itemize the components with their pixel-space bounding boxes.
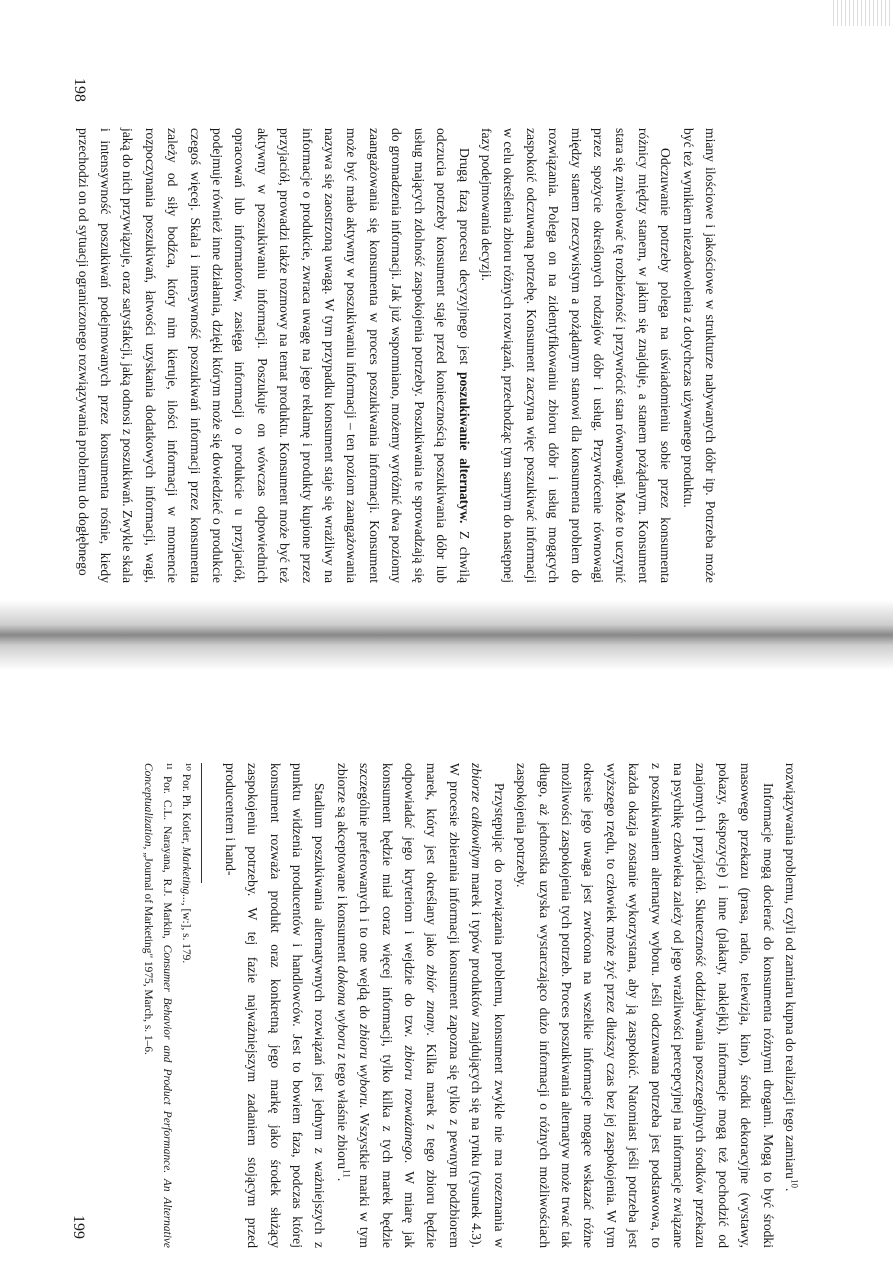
text-run: . W miarę jak konsument będzie miał coraz więcej informacji, tylko kilka z tych marek będzie szczególnie preferowanych i to one wejdą do <box>357 763 418 1248</box>
paragraph <box>779 763 801 1248</box>
text-run: . Kilka marek z tego zbioru będzie odpowiadać jego kryteriom i wejdzie do tzw. <box>402 763 440 1248</box>
text-run: z tego właśnie zbioru <box>334 1049 350 1170</box>
text-run: , „Journal of Marketing" 1975, March, s. 1–6. <box>142 846 155 1055</box>
text-run: rozwiązywania problemu, czyli od zamiaru kupna do realizacji tego zamiaru <box>783 763 798 1179</box>
text-run: ¹¹ Por. C.L. Narayana, R.J. Markin, <box>161 763 174 945</box>
italic-term: zbiorze całkowitym <box>469 763 485 869</box>
paragraph <box>330 763 509 1248</box>
footnote-divider <box>201 763 202 883</box>
right-page <box>0 655 893 1263</box>
page-number-left: 198 <box>71 78 88 102</box>
footnote-ref: 10 <box>789 1178 800 1188</box>
text-run: Przystępując do rozwiązania problemu, konsument zwykle nie ma rozeznania w <box>491 783 507 1248</box>
italic-term: zbiór znany <box>424 964 440 1033</box>
italic-term: zbioru wyboru <box>357 1024 373 1105</box>
text-run: ¹⁰ Por. Ph. Kotler, <box>180 763 193 847</box>
italic-title: Marketing... <box>180 846 193 903</box>
text-run: , [w:], s. 179. <box>180 902 193 964</box>
left-page <box>0 0 893 615</box>
right-page-text <box>138 763 801 1248</box>
footnote <box>176 763 195 1248</box>
paragraph: Odczuwanie potrzeby polega na uświadomieniu sobie przez konsumenta różnicy między stanem, w jakim się znajduje, a stanem pożądanym. Konsument stara się zniwelować tę rozbieżność i przywrócić stan równowagi. Może to uczynić przez spożycie określonych rodzajów dóbr i usług. Przywrócenie równowagi między stanem rzeczywistym a pożądanym stanowi dla konsumenta problem do rozwiązania. Polega on na zidentyfikowaniu zbioru dóbr i usług mogących zaspokoić odczuwaną potrzebę. Konsument zaczyna więc poszukiwać informacji w celu określenia zbioru różnych rozwiązań, przechodząc tym samym do następnej fazy podejmowania decyzji. <box>478 128 674 583</box>
page-number-right: 199 <box>70 1215 87 1239</box>
italic-term: dokona wyboru <box>334 965 350 1050</box>
text-run: Drugą fazą procesu decyzyjnego jest <box>456 148 472 373</box>
paragraph <box>71 128 474 583</box>
text-run: . Wszystkie marki w tym zbiorze są akceptowane i konsument <box>334 763 373 1248</box>
paragraph: miany ilościowe i jakościowe w strukturze nabywanych dóbr itp. Potrzeba może być też wynikiem niezadowolenia z dotychczas używanego produktu. <box>680 128 718 583</box>
text-run: marek i typów produktów znajdujących się na rynku (rysunek 4.3). W procesie zbierania informacji konsument zapozna się tylko z pewnym podzbiorem marek, który jest określany jako <box>424 763 485 1248</box>
italic-title: Consumer Behavior and Product Performance. An Alternative Conceptualization <box>142 763 174 1248</box>
text-run: Z chwilą odczucia potrzeby konsument staje przed koniecznością poszukiwania dóbr lub usług mających zdolność zaspokojenia potrzeby. Poszukiwania te sprowadzają się do gromadzenia informacji. Jak już wspomniano, możemy wyróżnić dwa poziomy zaangażowania się konsumenta w proces poszukiwania informacji. Konsument może być mało aktywny w poszukiwaniu informacji – ten poziom zaangażowania nazywa się zaostrzoną uwagą. W tym przypadku konsument staje się wrażliwy na informacje o produkcie, zwraca uwagę na jego reklamę i produkty kupione przez przyjaciół, prowadzi także rozmowy na temat produktu. Konsument może być też aktywny w poszukiwaniu informacji. Poszukuje on wówczas odpowiednich opracowań lub informatorów, zasięga informacji o produkcie u przyjaciół, podejmuje również inne działania, dzięki którym może się dowiedzieć o produkcie czegoś więcej. Skala i intensywność poszukiwań informacji przez konsumenta zależy od siły bodźca, który nim kieruje, ilości informacji w momencie rozpoczynania poszukiwań, łatwości uzyskania dodatkowych informacji, wagi, jaką do nich przywiązuje, oraz satysfakcji, jaką odnosi z poszukiwań. Zwykle skala i intensywność poszukiwań podejmowanych przez konsumenta rośnie, kiedy przechodzi on od sytuacji ograniczonego rozwiązywania problemu do dogłębnego <box>75 128 472 584</box>
paragraph: Informacje mogą docierać do konsumenta różnymi drogami. Mogą to być środki masowego przekazu (prasa, radio, telewizja, kino), środki dekoracyjne (wystawy, pokazy, ekspozycje) i inne (plakaty, naklejki), informacje mogą też pochodzić od znajomych i przyjaciół. Skuteczność oddziaływania poszczególnych środków przekazu na psychikę człowieka zależy od jego wrażliwości percepcyjnej na informacje związane z poszukiwaniem alternatyw wyboru. Jeśli odczuwana potrzeba jest podstawowa, to każda okazja zostanie wykorzystana, aby ją zaspokoić. Natomiast jeśli potrzeba jest wyższego rzędu, to człowiek może żyć przez dłuższy czas bez jej zaspokojenia. W tym okresie jego uwaga jest zwrócona na wszelkie informacje mogące wskazać różne możliwości zaspokojenia tych potrzeb. Proces poszukiwania alternatyw może trwać tak długo, aż jednostka uzyska wystarczająco dużo informacji o różnych możliwościach zaspokojenia potrzeby. <box>514 763 776 1248</box>
bold-term: poszukiwanie alternatyw. <box>456 372 472 524</box>
left-page-text <box>71 128 721 583</box>
paragraph: Stadium poszukiwania alternatywnych rozwiązań jest jednym z ważniejszych z punktu widzenia producentów i handlowców. Jest to bowiem faza, podczas której konsument rozważa produkt oraz konkretną jego markę jako środek służący zaspokojeniu potrzeby. W tej fazie najważniejszym zadaniem stojącym przed producentem i hand- <box>222 763 328 1248</box>
footnote <box>138 763 176 1248</box>
italic-term: zbioru rozważanego <box>402 1045 418 1160</box>
text-run: . <box>334 1177 350 1182</box>
text-run: . <box>783 1187 798 1192</box>
footnote-ref: 11 <box>341 1169 352 1178</box>
